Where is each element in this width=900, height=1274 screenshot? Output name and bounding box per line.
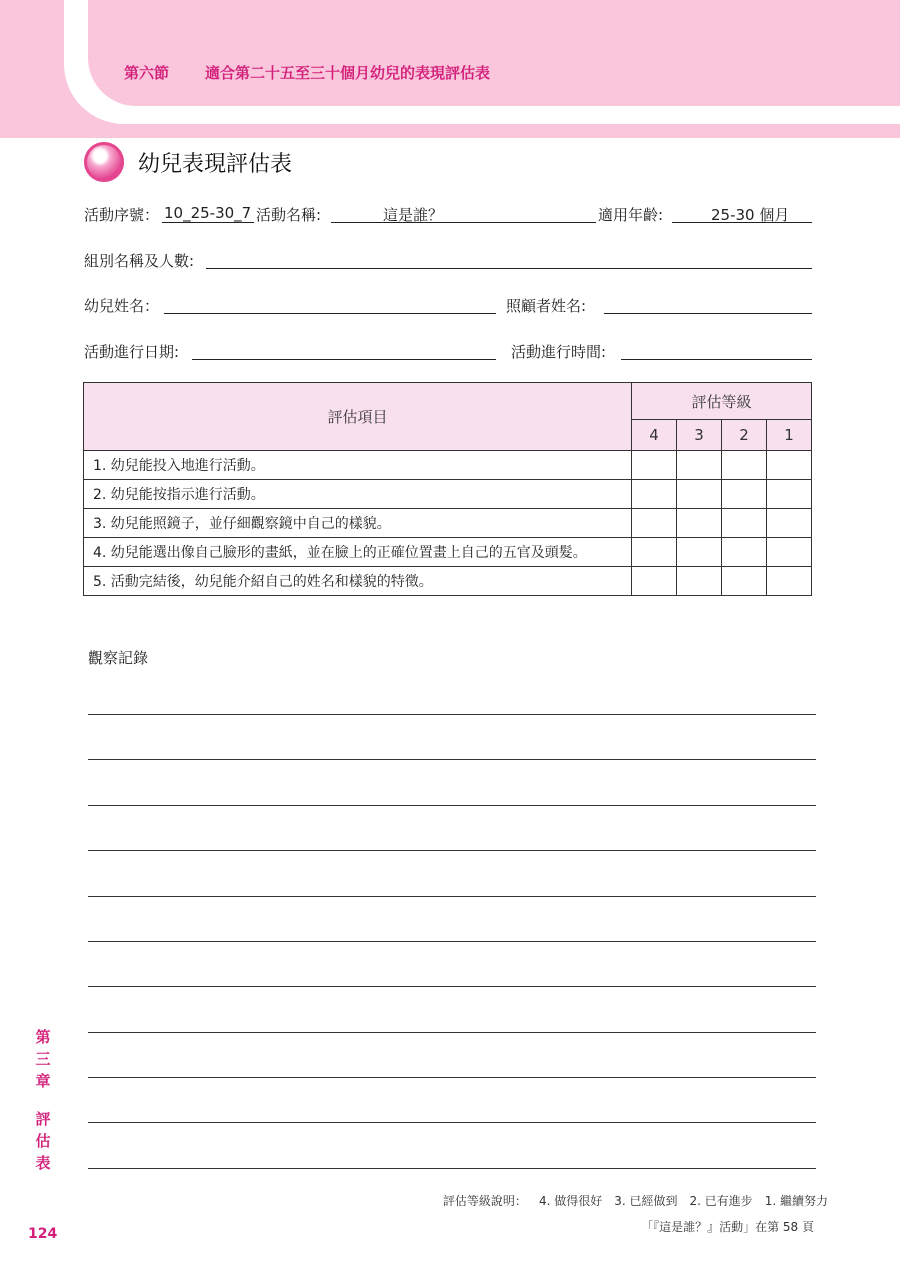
page-number: 124 — [28, 1226, 58, 1242]
item-2: 2. 幼兒能按指示進行活動。 — [84, 480, 632, 509]
observation-line[interactable] — [88, 1122, 816, 1123]
cell-grade-2[interactable] — [722, 538, 767, 567]
observation-line[interactable] — [88, 805, 816, 806]
cell-grade-1[interactable] — [767, 480, 812, 509]
legend-item: 3. 已經做到 — [614, 1194, 678, 1208]
chapter-side-tab — [33, 1026, 53, 1174]
date-label: 活動進行日期: — [84, 343, 180, 361]
chapter-name: 評估表 — [35, 1110, 51, 1172]
cell-grade-2[interactable] — [722, 509, 767, 538]
grade-3-header: 3 — [677, 420, 722, 451]
observation-line[interactable] — [88, 896, 816, 897]
legend-item: 4. 做得很好 — [538, 1194, 603, 1208]
child-name-label: 幼兒姓名： — [84, 297, 160, 315]
table-header-item: 評估項目 — [84, 383, 632, 451]
observation-line[interactable] — [88, 850, 816, 851]
observation-line[interactable] — [88, 986, 816, 987]
table-row — [84, 451, 812, 480]
age-label: 適用年齡: — [598, 206, 664, 224]
cell-grade-3[interactable] — [677, 538, 722, 567]
cell-grade-4[interactable] — [632, 538, 677, 567]
table-row — [84, 509, 812, 538]
legend-label: 評估等級說明： — [442, 1194, 527, 1208]
page-title: 幼兒表現評估表 — [138, 151, 293, 177]
header-panel — [88, 0, 900, 106]
caregiver-line[interactable] — [604, 313, 812, 314]
grade-2-header: 2 — [722, 420, 767, 451]
cell-grade-1[interactable] — [767, 451, 812, 480]
observation-label: 觀察記錄 — [88, 649, 149, 667]
observation-line[interactable] — [88, 759, 816, 760]
cell-grade-2[interactable] — [722, 451, 767, 480]
item-3: 3. 幼兒能照鏡子，並仔細觀察鏡中自己的樣貌。 — [84, 509, 632, 538]
cell-grade-3[interactable] — [677, 567, 722, 596]
cell-grade-4[interactable] — [632, 509, 677, 538]
cell-grade-1[interactable] — [767, 538, 812, 567]
item-1: 1. 幼兒能投入地進行活動。 — [84, 451, 632, 480]
table-row — [84, 480, 812, 509]
activity-name-label: 活動名稱: — [256, 206, 322, 224]
page-title-row — [84, 140, 292, 184]
activity-name-line — [331, 222, 596, 223]
activity-number-label: 活動序號： — [84, 206, 160, 224]
date-line[interactable] — [192, 359, 496, 360]
section-header — [124, 62, 490, 83]
cell-grade-4[interactable] — [632, 480, 677, 509]
observation-line[interactable] — [88, 1032, 816, 1033]
observation-line[interactable] — [88, 1077, 816, 1078]
activity-page-reference: 「『這是誰？』活動」在第 58 頁 — [641, 1220, 814, 1234]
caregiver-label: 照顧者姓名: — [506, 297, 587, 315]
cell-grade-1[interactable] — [767, 567, 812, 596]
chapter-label: 第三章 — [35, 1028, 51, 1090]
pink-circle-icon — [84, 142, 124, 182]
section-number: 第六節 — [124, 64, 170, 82]
grade-legend — [443, 1192, 828, 1209]
cell-grade-4[interactable] — [632, 451, 677, 480]
observation-line[interactable] — [88, 714, 816, 715]
activity-number-value: 10_25-30_7 — [164, 204, 252, 222]
age-value: 25-30 個月 — [711, 206, 790, 224]
child-name-line[interactable] — [164, 313, 496, 314]
cell-grade-2[interactable] — [722, 480, 767, 509]
time-line[interactable] — [621, 359, 812, 360]
legend-item: 2. 已有進步 — [689, 1194, 753, 1208]
group-line[interactable] — [206, 268, 812, 269]
section-title: 適合第二十五至三十個月幼兒的表現評估表 — [205, 64, 491, 82]
table-header-grade: 評估等級 — [632, 383, 812, 420]
cell-grade-3[interactable] — [677, 509, 722, 538]
table-row — [84, 567, 812, 596]
observation-line[interactable] — [88, 941, 816, 942]
group-label: 組別名稱及人數: — [84, 252, 195, 270]
item-4: 4. 幼兒能選出像自己臉形的畫紙，並在臉上的正確位置畫上自己的五官及頭髮。 — [84, 538, 632, 567]
table-row — [84, 538, 812, 567]
cell-grade-4[interactable] — [632, 567, 677, 596]
activity-name-value: 這是誰？ — [383, 206, 444, 224]
cell-grade-3[interactable] — [677, 451, 722, 480]
observation-line[interactable] — [88, 1168, 816, 1169]
activity-number-line — [162, 222, 254, 223]
item-5: 5. 活動完結後，幼兒能介紹自己的姓名和樣貌的特徵。 — [84, 567, 632, 596]
time-label: 活動進行時間: — [511, 343, 607, 361]
legend-item: 1. 繼續努力 — [764, 1194, 828, 1208]
evaluation-table — [83, 382, 812, 596]
grade-4-header: 4 — [632, 420, 677, 451]
cell-grade-1[interactable] — [767, 509, 812, 538]
cell-grade-2[interactable] — [722, 567, 767, 596]
grade-1-header: 1 — [767, 420, 812, 451]
cell-grade-3[interactable] — [677, 480, 722, 509]
